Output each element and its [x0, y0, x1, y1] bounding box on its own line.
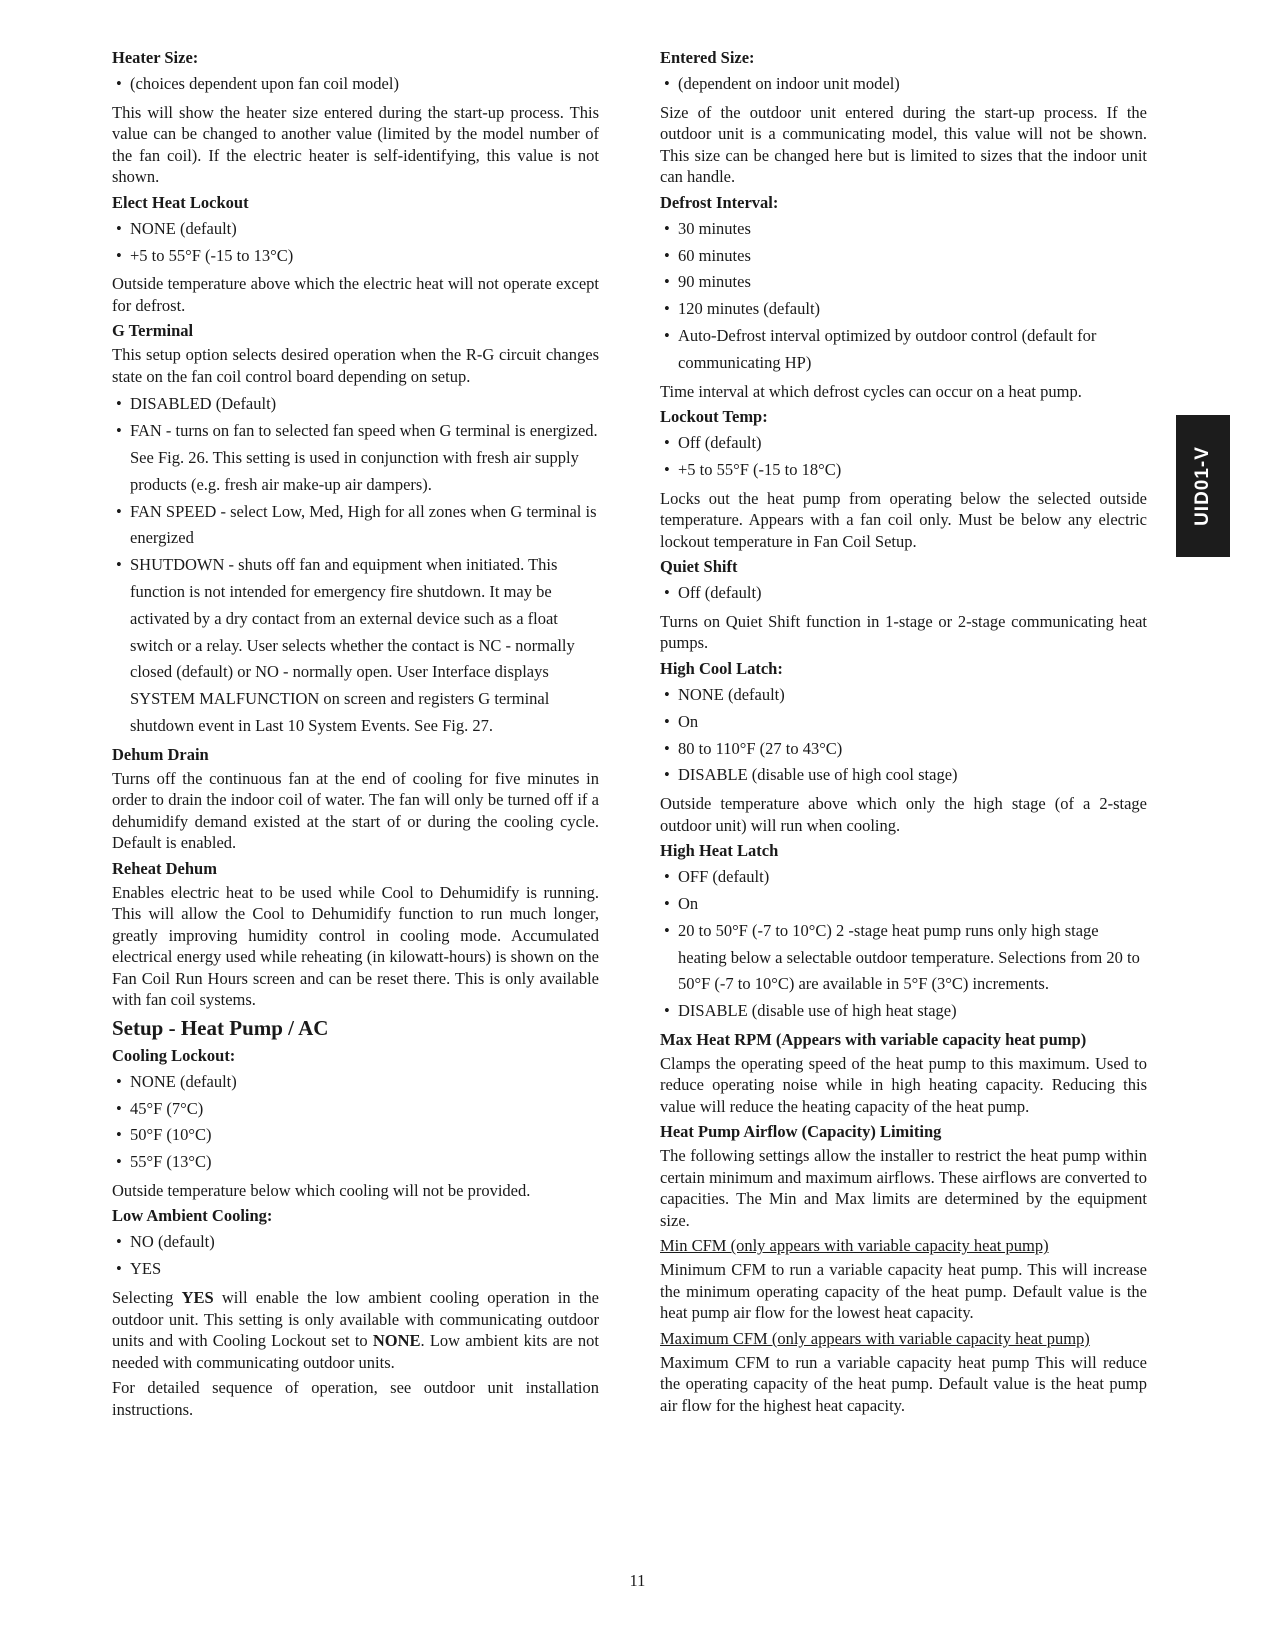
- g-terminal-heading: G Terminal: [112, 321, 194, 341]
- min-cfm-heading: Min CFM (only appears with variable capacity heat pump): [660, 1236, 1049, 1256]
- lockout-temp-text: Locks out the heat pump from operating below the selected outside temperature. Appears with a fan coil only. Must be below any electric lockout temperature in Fan Coil Setup.: [660, 488, 1147, 551]
- sequence-note: For detailed sequence of operation, see outdoor unit installation instructions.: [112, 1378, 599, 1419]
- list-item: • Off (default): [660, 580, 1147, 607]
- quiet-shift-options: [660, 580, 1147, 607]
- defrost-interval-options: [660, 216, 1147, 377]
- entered-size-text: Size of the outdoor unit entered during the start-up process. If the outdoor unit is a communicating model, this value will not be shown. This size can be changed here but is limited to sizes that the indoor unit can handle.: [660, 102, 1147, 187]
- list-item: • Auto-Defrost interval optimized by outdoor control (default for communicating HP): [660, 323, 1147, 377]
- cooling-lockout-options: [112, 1069, 599, 1176]
- high-cool-latch-text: Outside temperature above which only the high stage (of a 2-stage outdoor unit) will run when cooling.: [660, 794, 1147, 835]
- high-cool-latch-options: [660, 682, 1147, 789]
- dehum-drain-text: Turns off the continuous fan at the end of cooling for five minutes in order to drain the indoor coil of water. The fan will only be turned off if a dehumidify demand existed at the start of or during the cooling cycle. Default is enabled.: [112, 768, 599, 853]
- list-item: • SHUTDOWN - shuts off fan and equipment when initiated. This function is not intended for emergency fire shutdown. It may be activated by a dry contact from an external device such as a float switch or a relay. User selects whether the contact is NC - normally closed (default) or NO - normally open. User Interface displays SYSTEM MALFUNCTION on screen and registers G terminal shutdown event in Last 10 System Events. See Fig. 27.: [112, 552, 599, 740]
- elect-heat-lockout-text: Outside temperature above which the electric heat will not operate except for defrost.: [112, 274, 599, 315]
- heater-size-heading: Heater Size:: [112, 48, 199, 67]
- quiet-shift-heading: Quiet Shift: [660, 557, 738, 577]
- lockout-temp-heading: Lockout Temp:: [660, 407, 768, 427]
- list-item: • 20 to 50°F (-7 to 10°C) 2 -stage heat pump runs only high stage heating below a selectable outdoor temperature. Selections from 20 to 50°F (-7 to 10°C) are available in 5°F (3°C) increments.: [660, 918, 1147, 998]
- cooling-lockout-heading: Cooling Lockout:: [112, 1045, 236, 1065]
- g-terminal-text: This setup option selects desired operation when the R-G circuit changes state on the fan coil control board depending on setup.: [112, 345, 599, 386]
- section-title: Setup - Heat Pump / AC: [112, 1015, 329, 1040]
- entered-size-options: [660, 71, 1147, 98]
- high-heat-latch-options: [660, 864, 1147, 1025]
- cooling-lockout-text: Outside temperature below which cooling will not be provided.: [112, 1180, 531, 1200]
- max-cfm-heading: Maximum CFM (only appears with variable capacity heat pump): [660, 1328, 1090, 1348]
- list-item: • (dependent on indoor unit model): [660, 71, 1147, 98]
- list-item: • FAN SPEED - select Low, Med, High for all zones when G terminal is energized: [112, 499, 599, 553]
- list-item: • 30 minutes: [660, 216, 1147, 243]
- low-ambient-heading: Low Ambient Cooling:: [112, 1206, 273, 1226]
- emphasis-none: NONE: [372, 1331, 421, 1351]
- list-item: • NONE (default): [660, 682, 1147, 709]
- max-heat-rpm-text: Clamps the operating speed of the heat pump to this maximum. Used to reduce operating noise while in high heating capacity. Reducing this value will reduce the heating capacity of the heat pump.: [660, 1053, 1147, 1116]
- list-item: • +5 to 55°F (-15 to 13°C): [112, 243, 599, 270]
- entered-size-heading: Entered Size:: [660, 48, 755, 67]
- low-ambient-text: Selecting YES will enable the low ambient cooling operation in the outdoor unit. This setting is only available with communicating outdoor units and with Cooling Lockout set to NONE. Low ambient kits are not needed with communicating outdoor units.: [112, 1288, 599, 1372]
- page-number: 11: [629, 1571, 646, 1590]
- heater-size-text: This will show the heater size entered during the start-up process. This value can be changed to another value (limited by the model number of the fan coil). If the electric heater is self-identifying, this value is not shown.: [112, 102, 599, 187]
- list-item: • 90 minutes: [660, 269, 1147, 296]
- right-column: [660, 47, 1147, 1420]
- heater-size-options: [112, 71, 599, 98]
- list-item: • DISABLE (disable use of high heat stage): [660, 998, 1147, 1025]
- list-item: • 60 minutes: [660, 243, 1147, 270]
- list-item: • FAN - turns on fan to selected fan speed when G terminal is energized. See Fig. 26. This setting is used in conjunction with fresh air supply products (e.g. fresh air make-up air dampers).: [112, 418, 599, 498]
- side-tab-label: UID01-V: [1192, 446, 1214, 526]
- list-item: • NONE (default): [112, 1069, 599, 1096]
- list-item: • 80 to 110°F (27 to 43°C): [660, 736, 1147, 763]
- list-item: • 50°F (10°C): [112, 1122, 599, 1149]
- dehum-drain-heading: Dehum Drain: [112, 744, 209, 764]
- left-column: [112, 47, 599, 1424]
- list-item: • On: [660, 891, 1147, 918]
- g-terminal-options: [112, 391, 599, 739]
- low-ambient-options: [112, 1229, 599, 1283]
- list-item: • YES: [112, 1256, 599, 1283]
- list-item: • On: [660, 709, 1147, 736]
- list-item: • +5 to 55°F (-15 to 18°C): [660, 457, 1147, 484]
- quiet-shift-text: Turns on Quiet Shift function in 1-stage or 2-stage communicating heat pumps.: [660, 611, 1147, 653]
- list-item: • NONE (default): [112, 216, 599, 243]
- high-cool-latch-heading: High Cool Latch:: [660, 658, 783, 678]
- airflow-limiting-text: The following settings allow the installer to restrict the heat pump within certain minimum and maximum airflows. These airflows are converted to capacities. The Min and Max limits are determined by the equipment size.: [660, 1146, 1147, 1230]
- elect-heat-lockout-heading: Elect Heat Lockout: [112, 192, 249, 212]
- elect-heat-lockout-options: [112, 216, 599, 270]
- list-item: • NO (default): [112, 1229, 599, 1256]
- list-item: • DISABLE (disable use of high cool stage): [660, 762, 1147, 789]
- airflow-limiting-heading: Heat Pump Airflow (Capacity) Limiting: [660, 1122, 942, 1142]
- list-item: • 55°F (13°C): [112, 1149, 599, 1176]
- max-heat-rpm-heading: Max Heat RPM (Appears with variable capacity heat pump): [660, 1029, 1087, 1049]
- list-item: • 45°F (7°C): [112, 1096, 599, 1123]
- list-item: • 120 minutes (default): [660, 296, 1147, 323]
- list-item: • Off (default): [660, 430, 1147, 457]
- list-item: • DISABLED (Default): [112, 391, 599, 418]
- lockout-temp-options: [660, 430, 1147, 484]
- defrost-interval-heading: Defrost Interval:: [660, 192, 779, 212]
- defrost-interval-text: Time interval at which defrost cycles can occur on a heat pump.: [660, 381, 1082, 401]
- side-tab: [1176, 415, 1230, 557]
- min-cfm-text: Minimum CFM to run a variable capacity heat pump. This will increase the minimum operating capacity of the heat pump. Default value is the heat pump air flow for the lowest heat capacity.: [660, 1260, 1147, 1323]
- high-heat-latch-heading: High Heat Latch: [660, 841, 779, 861]
- list-item: • (choices dependent upon fan coil model): [112, 71, 599, 98]
- reheat-dehum-text: Enables electric heat to be used while Cool to Dehumidify is running. This will allow the Cool to Dehumidify function to run much longer, greatly improving humidity control in cooling mode. Accumulated electrical energy used while reheating (in kilowatt-hours) is shown on the Fan Coil Run Hours screen and can be reset there. This is only available with fan coil systems.: [112, 882, 599, 1010]
- max-cfm-text: Maximum CFM to run a variable capacity heat pump This will reduce the operating capacity of the heat pump. Default value is the heat pump air flow for the highest heat capacity.: [660, 1352, 1147, 1415]
- emphasis-yes: YES: [181, 1288, 214, 1308]
- list-item: • OFF (default): [660, 864, 1147, 891]
- reheat-dehum-heading: Reheat Dehum: [112, 858, 217, 878]
